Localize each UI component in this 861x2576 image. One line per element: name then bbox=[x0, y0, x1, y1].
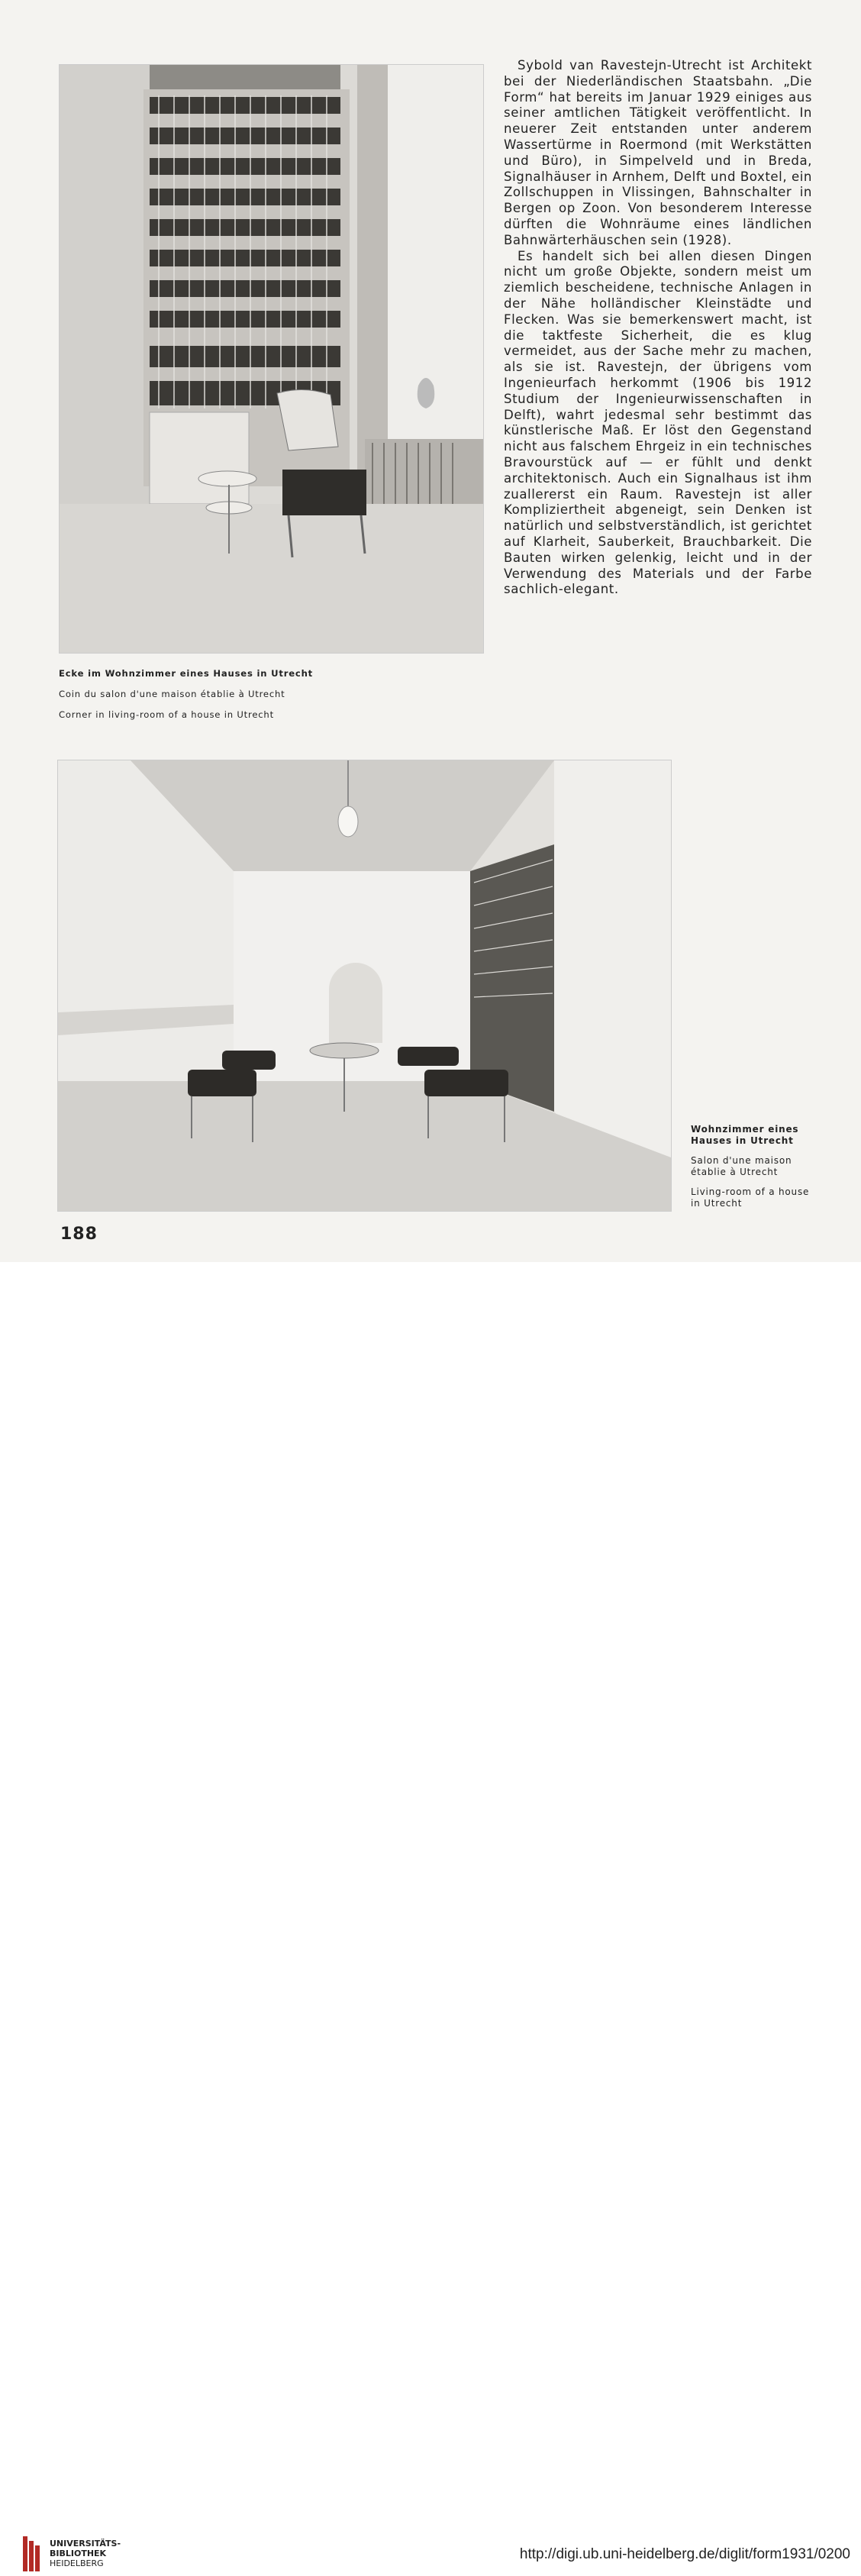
photo-living-room bbox=[57, 760, 672, 1212]
digitization-footer bbox=[0, 1262, 861, 2568]
caption-english: Corner in living-room of a house in Utrecht bbox=[59, 709, 274, 720]
library-name-line: BIBLIOTHEK bbox=[50, 2549, 107, 2558]
library-name-line: HEIDELBERG bbox=[50, 2558, 104, 2568]
caption-block-living-room bbox=[691, 1124, 821, 1218]
photo-bookshelf-corner bbox=[59, 64, 484, 654]
source-url-link[interactable]: http://digi.ub.uni-heidelberg.de/diglit/form1931/0200 bbox=[519, 2546, 850, 2562]
library-logo-icon bbox=[21, 2533, 43, 2576]
caption-french: Salon d'une maison établie à Utrecht bbox=[691, 1155, 792, 1177]
caption-german: Wohnzimmer eines Hauses in Utrecht bbox=[691, 1124, 799, 1146]
body-paragraph: Es handelt sich bei allen diesen Dingen nicht um große Objekte, sondern meist um ziemlich bescheidene, technische Anlagen in der Nähe holländischer Kleinstädte und Flecken. Was sie bemerkenswert macht, ist die taktfeste Sicherheit, die es klug vermeidet, aus der Sache mehr zu machen, als sie ist. Ravestejn, der übrigens vom Ingenieurfach herkommt (1906 bis 1912 Studium der Ingenieurwissenschaften in Delft), wahrt jedesmal sehr bestimmt das künstlerische Maß. Er löst den Gegenstand nicht aus falschem Ehrgeiz in ein technisches Bravourstück auf — er fühlt und denkt architektonisch. Auch ein Signalhaus ist ihm zuallererst ein Raum. Ravestejn ist aller Kompliziertheit abgeneigt, sein Denken ist natürlich und selbstverständlich, ist gerichtet auf Klarheit, Sauberkeit, Brauchbarkeit. Die Bauten wirken gelenkig, leicht und in der Verwendung des Materials und der Farbe sachlich-elegant. bbox=[504, 248, 812, 597]
page bbox=[0, 0, 861, 1262]
caption-french: Coin du salon d'une maison établie à Utrecht bbox=[59, 689, 285, 699]
caption-german: Ecke im Wohnzimmer eines Hauses in Utrecht bbox=[59, 668, 313, 679]
article-body bbox=[504, 58, 812, 598]
caption-english: Living-room of a house in Utrecht bbox=[691, 1186, 810, 1209]
library-name-line: UNIVERSITÄTS- bbox=[50, 2539, 121, 2549]
body-paragraph: Sybold van Ravestejn-Utrecht ist Architekt bei der Niederländischen Staatsbahn. „Die Form“ hat bereits im Januar 1929 einiges aus seiner amtlichen Tätigkeit veröffentlicht. In neuerer Zeit entstanden unter anderem Wassertürme in Roermond (mit Werkstätten und Büro), in Simpelveld und in Breda, Signalhäuser in Arnhem, Delft und Boxtel, ein Zollschuppen in Vlissingen, Bahnschalter in Bergen op Zoon. Von besonderem Interesse dürften die Wohnräume eines ländlichen Bahnwärterhäuschen sein (1928). bbox=[504, 58, 812, 247]
page-number: 188 bbox=[60, 1225, 98, 1244]
library-name bbox=[50, 2539, 121, 2568]
